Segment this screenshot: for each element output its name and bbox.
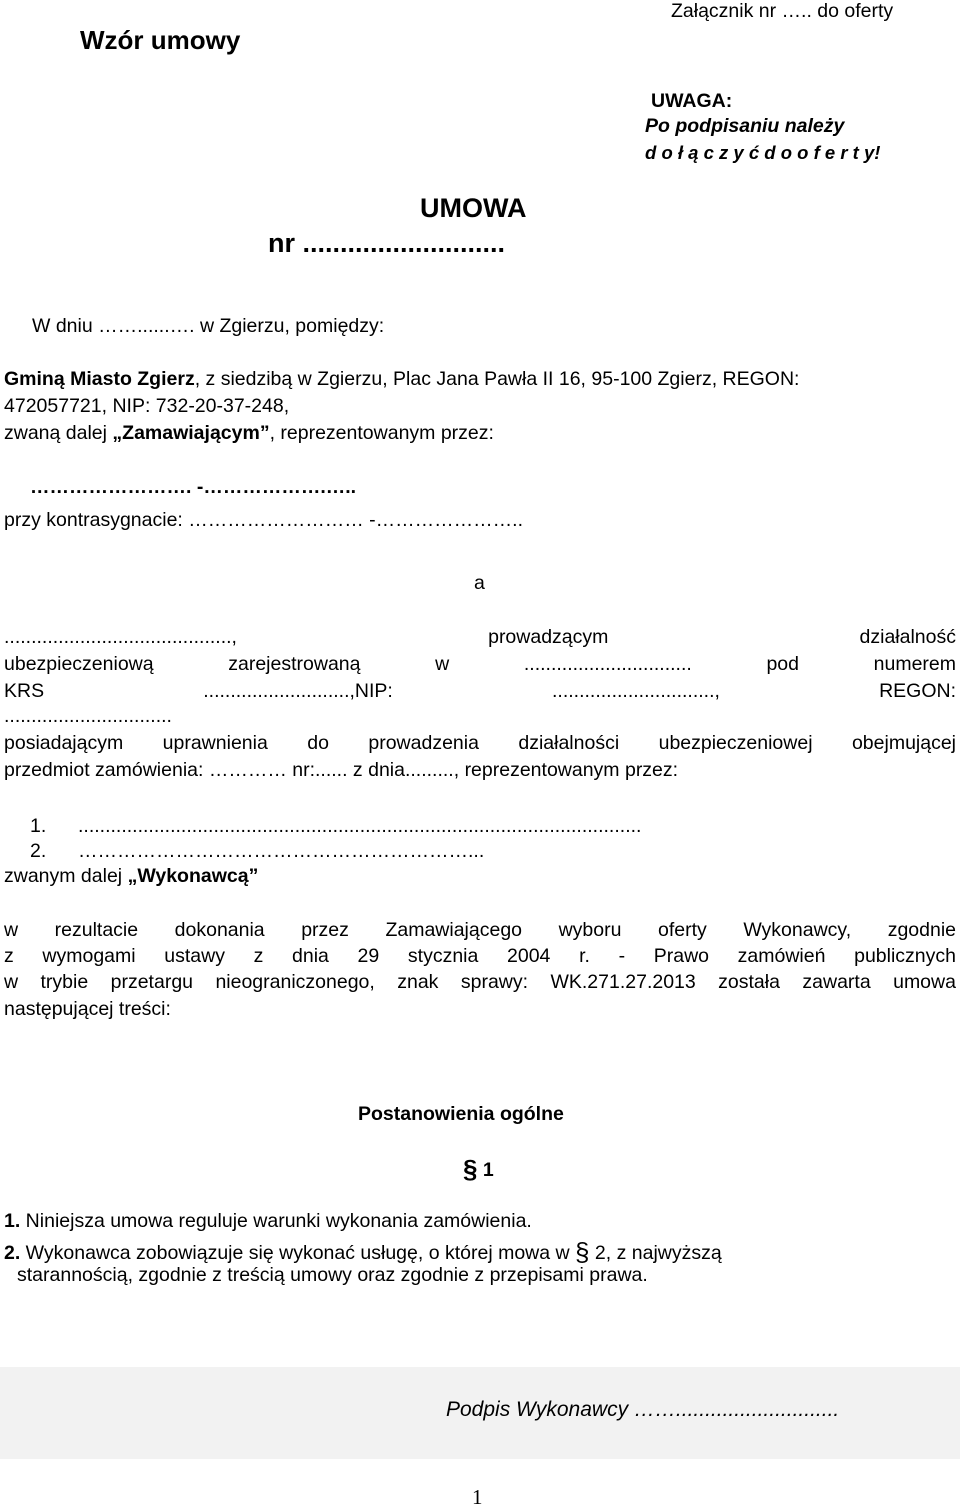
party1-name: Gminą Miasto Zgierz [4, 368, 195, 390]
section-sign-icon: § [575, 1237, 590, 1267]
result-line-2 [4, 945, 956, 968]
result-line-3 [4, 971, 956, 994]
word: sprawy: [460, 971, 529, 993]
word: obejmującej [851, 732, 957, 754]
date-line: W dniu ……......…. w Zgierzu, pomiędzy: [32, 315, 385, 337]
clause-2-number: 2. [4, 1242, 21, 1264]
word: dokonania [174, 919, 265, 941]
clause-2-text: Wykonawca zobowiązuje się wykonać usługę, o której mowa w [20, 1242, 576, 1264]
word: trybie [40, 971, 89, 993]
note-label: UWAGA: [651, 90, 733, 112]
contractor-line-5 [4, 732, 956, 755]
word: z [4, 945, 14, 967]
paragraph-marker [463, 1154, 494, 1185]
word: uprawnienia [162, 732, 268, 754]
word: rezultacie [54, 919, 139, 941]
word: działalność [859, 626, 956, 648]
word: zgodnie [887, 919, 956, 941]
word: WK.271.27.2013 [550, 971, 696, 993]
blank-name: .........................................., [4, 626, 489, 648]
word: w [435, 653, 450, 675]
blank-krs-nip: ...........................,NIP: [203, 680, 393, 702]
word: w [4, 919, 19, 941]
word: została [718, 971, 780, 993]
clause-1-number: 1. [4, 1210, 21, 1232]
word: do [307, 732, 329, 754]
party1-represented-text: , reprezentowanym przez: [269, 422, 494, 444]
rep1-blank: ........................................................................................................ [78, 815, 642, 837]
word: zamówień [737, 945, 826, 967]
word: publicznych [854, 945, 956, 967]
word: Zamawiającego [385, 919, 523, 941]
word: posiadającym [4, 732, 124, 754]
note-line-1: Po podpisaniu należy [645, 115, 845, 137]
party1-line3 [4, 422, 494, 445]
word: Prawo [653, 945, 709, 967]
blank-regon: ............................... [4, 705, 172, 727]
attachment-label: Załącznik nr ….. do oferty [671, 0, 894, 22]
word: pod [766, 653, 799, 675]
word: REGON: [879, 680, 956, 702]
and-conjunction: a [474, 572, 485, 594]
signature-label: Podpis Wykonawcy ……............................ [446, 1398, 840, 1421]
clause-1 [4, 1210, 532, 1233]
called-text: zwanym dalej [4, 865, 128, 887]
countersign-line: przy kontrasygnacie: ……………………… -………………….. [4, 509, 523, 531]
contractor-line-6: przedmiot zamówienia: ………… nr:...... z dnia........., reprezentowanym przez: [4, 759, 679, 781]
word: działalności [518, 732, 620, 754]
contract-number: nr ........................... [268, 228, 506, 258]
note-line-2: d o ł ą c z y ć d o o f e r t y! [645, 142, 881, 163]
clause-2-text-cont: 2, z najwyższą [589, 1242, 722, 1264]
rep1-number: 1. [30, 815, 47, 837]
word: zarejestrowaną [228, 653, 361, 675]
word: 29 [357, 945, 380, 967]
contractor-called [4, 865, 258, 888]
word: oferty [657, 919, 707, 941]
party1-line1 [4, 368, 799, 391]
document-title: Wzór umowy [80, 25, 241, 55]
word: znak [397, 971, 439, 993]
rep2-blank: ……………………………………………………... [78, 840, 485, 862]
word: stycznia [407, 945, 479, 967]
word: Wykonawcy, [743, 919, 852, 941]
word: 2004 [507, 945, 551, 967]
word: z [253, 945, 264, 967]
contract-heading: UMOWA [420, 193, 527, 223]
word: umowa [893, 971, 956, 993]
word: prowadzącym [488, 626, 609, 648]
representative-line: ……………………. -……………….….. [30, 476, 357, 498]
word: zawarta [802, 971, 871, 993]
contractor-line-2 [4, 653, 956, 676]
contractor-line-3 [4, 680, 956, 703]
paragraph-number: 1 [482, 1159, 494, 1181]
word: numerem [873, 653, 957, 675]
contractor-role: „Wykonawcą” [127, 865, 259, 887]
word: - [618, 945, 626, 967]
result-line-4: następującej treści: [4, 998, 171, 1020]
rep2-number: 2. [30, 840, 47, 862]
word: wymogami [42, 945, 136, 967]
word: ubezpieczeniowej [658, 732, 813, 754]
party1-line2: 472057721, NIP: 732-20-37-248, [4, 395, 290, 417]
section-sign-icon: § [463, 1154, 478, 1184]
result-line-1 [4, 919, 956, 942]
blank-registry: ............................... [523, 653, 692, 675]
word: przetargu [110, 971, 194, 993]
clause-1-text: Niniejsza umowa reguluje warunki wykonania zamówienia. [20, 1210, 532, 1232]
blank-nip: .............................., [551, 680, 720, 702]
party1-called-text: zwaną dalej [4, 422, 113, 444]
section-heading: Postanowienia ogólne [358, 1103, 564, 1125]
word: ubezpieczeniową [4, 653, 154, 675]
contractor-line-1 [4, 626, 956, 649]
word: przez [301, 919, 349, 941]
word: w [4, 971, 19, 993]
word: nieograniczonego, [215, 971, 375, 993]
word: prowadzenia [368, 732, 479, 754]
party1-details: , z siedzibą w Zgierzu, Plac Jana Pawła II 16, 95-100 Zgierz, REGON: [194, 368, 800, 390]
party1-role: „Zamawiającym” [112, 422, 270, 444]
word: ustawy [164, 945, 225, 967]
word: r. [579, 945, 590, 967]
word: dnia [292, 945, 329, 967]
page-number: 1 [472, 1485, 483, 1509]
word: wyboru [558, 919, 622, 941]
word: KRS [4, 680, 45, 702]
clause-2-line-2: starannością, zgodnie z treścią umowy oraz zgodnie z przepisami prawa. [17, 1264, 648, 1286]
